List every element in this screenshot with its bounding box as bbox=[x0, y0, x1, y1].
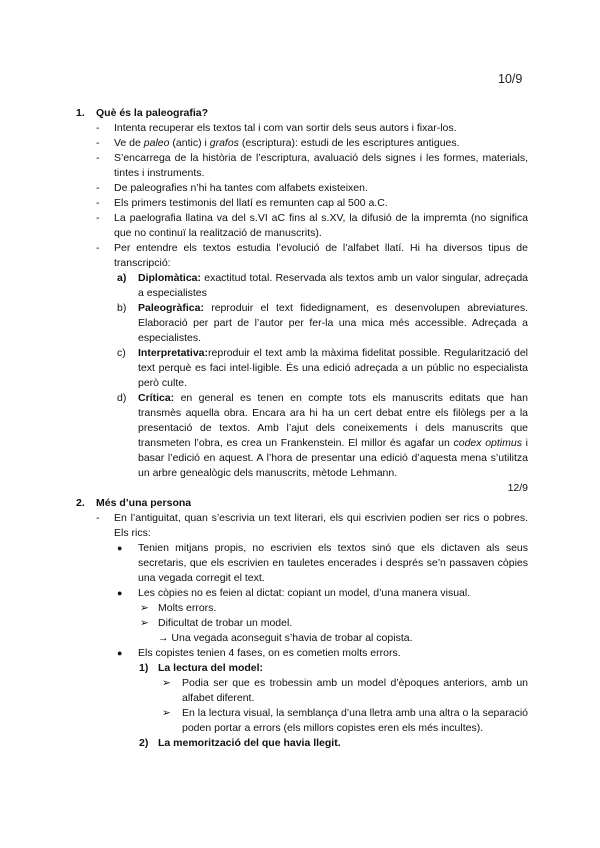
arrow-item: ➢ Molts errors. bbox=[140, 602, 217, 614]
list-item: - De paleografies n’hi ha tantes com alfabets existeixen. bbox=[96, 182, 368, 194]
transcription-type: d) Crítica: en general es tenen en compte tots els manuscrits editats que han transmès aquella obra. Encara ara hi ha un cert debat entre els filòlegs per a la presentació de textos. Amb l’ajut dels coneixements i dels manuscrits que transmeten l’obra, es crea un Frankenstein. El millor és agafar un codex optimus i basar l’edició en aquest. A l’hora de presentar una edició d’aquesta mena s’utilitza un arbre genealògic dels manuscrits, mètode Lehmann. bbox=[117, 392, 529, 479]
bullet-item: ● Tenien mitjans propis, no escrivien els textos sinó que els dictaven als seus secretaris, que els escrivien en tauletes encerades i després se’n passaven còpies una vegada corregit el text. bbox=[117, 542, 528, 584]
list-item: - Els primers testimonis del llatí es remunten cap al 500 a.C. bbox=[96, 197, 388, 209]
section-2-heading: 2. Més d’una persona bbox=[76, 497, 192, 509]
section-1 bbox=[76, 106, 528, 496]
arrow-item: ➢ En la lectura visual, la semblança d’una lletra amb una altra o la separació poden portar a errors (els millors copistes eren els més incultes). bbox=[162, 707, 528, 734]
list-item: - Ve de paleo (antic) i grafos (escriptura): estudi de les escriptures antigues. bbox=[96, 137, 460, 149]
list-item: - S’encarrega de la història de l’escriptura, avaluació dels signes i les formes, materials, tintes i instruments. bbox=[96, 152, 528, 179]
date-header: 10/9 bbox=[498, 72, 523, 86]
phase-heading: 1) La lectura del model: bbox=[139, 662, 264, 674]
transcription-type: b) Paleogràfica: reproduir el text fidedignament, es desenvolupen abreviatures. Elaboració per part de l’autor per fer-la una mica més accessible. Adreçada a especialistes. bbox=[117, 302, 528, 344]
arrow-item: ➢ Podia ser que es trobessin amb un model d’èpoques anteriors, amb un alfabet diferent. bbox=[162, 677, 528, 704]
date-marker: 12/9 bbox=[507, 482, 528, 494]
bullet-item: ● Els copistes tenien 4 fases, on es cometien molts errors. bbox=[117, 647, 401, 659]
transcription-type: a) Diplomàtica: exactitud total. Reservada als textos amb un valor singular, adreçada a especialistes bbox=[117, 272, 528, 299]
list-item: - En l’antiguitat, quan s’escrivia un text literari, els qui escrivien podien ser rics o pobres. Els rics: bbox=[96, 512, 528, 539]
arrow-item: ➢ Dificultat de trobar un model. bbox=[140, 617, 293, 629]
list-item: - La paelografia llatina va del s.VI aC fins al s.XV, la difusió de la impremta (no significa que no continuï la realització de manuscrits). bbox=[96, 212, 528, 239]
arrow-note: → Una vegada aconseguit s’havia de trobar al copista. bbox=[158, 632, 413, 644]
phase-heading: 2) La memorització del que havia llegit. bbox=[139, 737, 341, 749]
list-item: - Intenta recuperar els textos tal i com van sortir dels seus autors i fixar-los. bbox=[96, 122, 457, 134]
section-2 bbox=[76, 496, 528, 751]
list-item: - Per entendre els textos estudia l’evolució de l’alfabet llatí. Hi ha diversos tipus de transcripció: bbox=[96, 242, 528, 269]
transcription-type: c) Interpretativa:reproduir el text amb la màxima fidelitat possible. Regularització del text perquè es faci intel·ligible. És una edició adreçada a un públic no especialista però culte. bbox=[117, 347, 528, 389]
section-1-heading: 1. Què és la paleografia? bbox=[76, 107, 209, 119]
bullet-item: ● Les còpies no es feien al dictat: copiant un model, d’una manera visual. bbox=[117, 587, 471, 599]
